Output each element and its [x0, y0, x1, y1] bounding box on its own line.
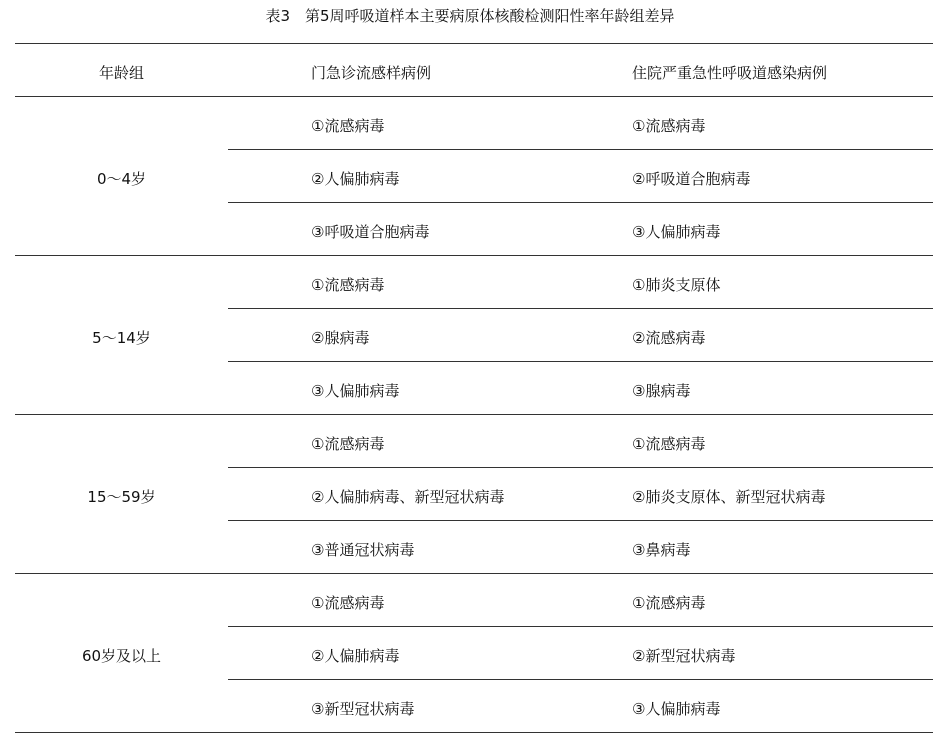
group-divider	[15, 573, 933, 574]
age-group-label: 5～14岁	[92, 329, 151, 347]
inpatient-cell: ②新型冠状病毒	[632, 647, 736, 665]
table-top-rule	[15, 43, 933, 44]
inpatient-cell: ①流感病毒	[632, 435, 706, 453]
row-divider	[228, 520, 933, 521]
age-group-label: 15～59岁	[87, 488, 156, 506]
table-caption: 表3 第5周呼吸道样本主要病原体核酸检测阳性率年龄组差异	[265, 7, 675, 25]
outpatient-cell: ③呼吸道合胞病毒	[311, 223, 430, 241]
group-divider	[15, 414, 933, 415]
outpatient-cell: ①流感病毒	[311, 117, 385, 135]
outpatient-cell: ②人偏肺病毒	[311, 170, 400, 188]
inpatient-cell: ①流感病毒	[632, 117, 706, 135]
row-divider	[228, 361, 933, 362]
row-divider	[228, 308, 933, 309]
inpatient-cell: ③鼻病毒	[632, 541, 691, 559]
group-divider	[15, 255, 933, 256]
inpatient-cell: ①肺炎支原体	[632, 276, 721, 294]
row-divider	[228, 467, 933, 468]
age-group-label: 0～4岁	[96, 170, 147, 188]
outpatient-cell: ②腺病毒	[311, 329, 370, 347]
outpatient-cell: ①流感病毒	[311, 435, 385, 453]
outpatient-cell: ③普通冠状病毒	[311, 541, 415, 559]
row-divider	[228, 626, 933, 627]
inpatient-cell: ③人偏肺病毒	[632, 700, 721, 718]
row-divider	[228, 149, 933, 150]
inpatient-cell: ③腺病毒	[632, 382, 691, 400]
age-group-label: 60岁及以上	[81, 647, 162, 665]
row-divider	[228, 679, 933, 680]
inpatient-cell: ②流感病毒	[632, 329, 706, 347]
outpatient-cell: ①流感病毒	[311, 276, 385, 294]
header-outpatient-ili: 门急诊流感样病例	[311, 64, 432, 82]
row-divider	[228, 202, 933, 203]
outpatient-cell: ①流感病毒	[311, 594, 385, 612]
inpatient-cell: ①流感病毒	[632, 594, 706, 612]
outpatient-cell: ③新型冠状病毒	[311, 700, 415, 718]
outpatient-cell: ②人偏肺病毒	[311, 647, 400, 665]
header-age-group: 年龄组	[98, 64, 144, 82]
outpatient-cell: ③人偏肺病毒	[311, 382, 400, 400]
inpatient-cell: ②肺炎支原体、新型冠状病毒	[632, 488, 826, 506]
inpatient-cell: ③人偏肺病毒	[632, 223, 721, 241]
header-bottom-rule	[15, 96, 933, 97]
outpatient-cell: ②人偏肺病毒、新型冠状病毒	[311, 488, 505, 506]
table-bottom-rule	[15, 732, 933, 733]
inpatient-cell: ②呼吸道合胞病毒	[632, 170, 751, 188]
header-inpatient-sari: 住院严重急性呼吸道感染病例	[632, 64, 828, 82]
